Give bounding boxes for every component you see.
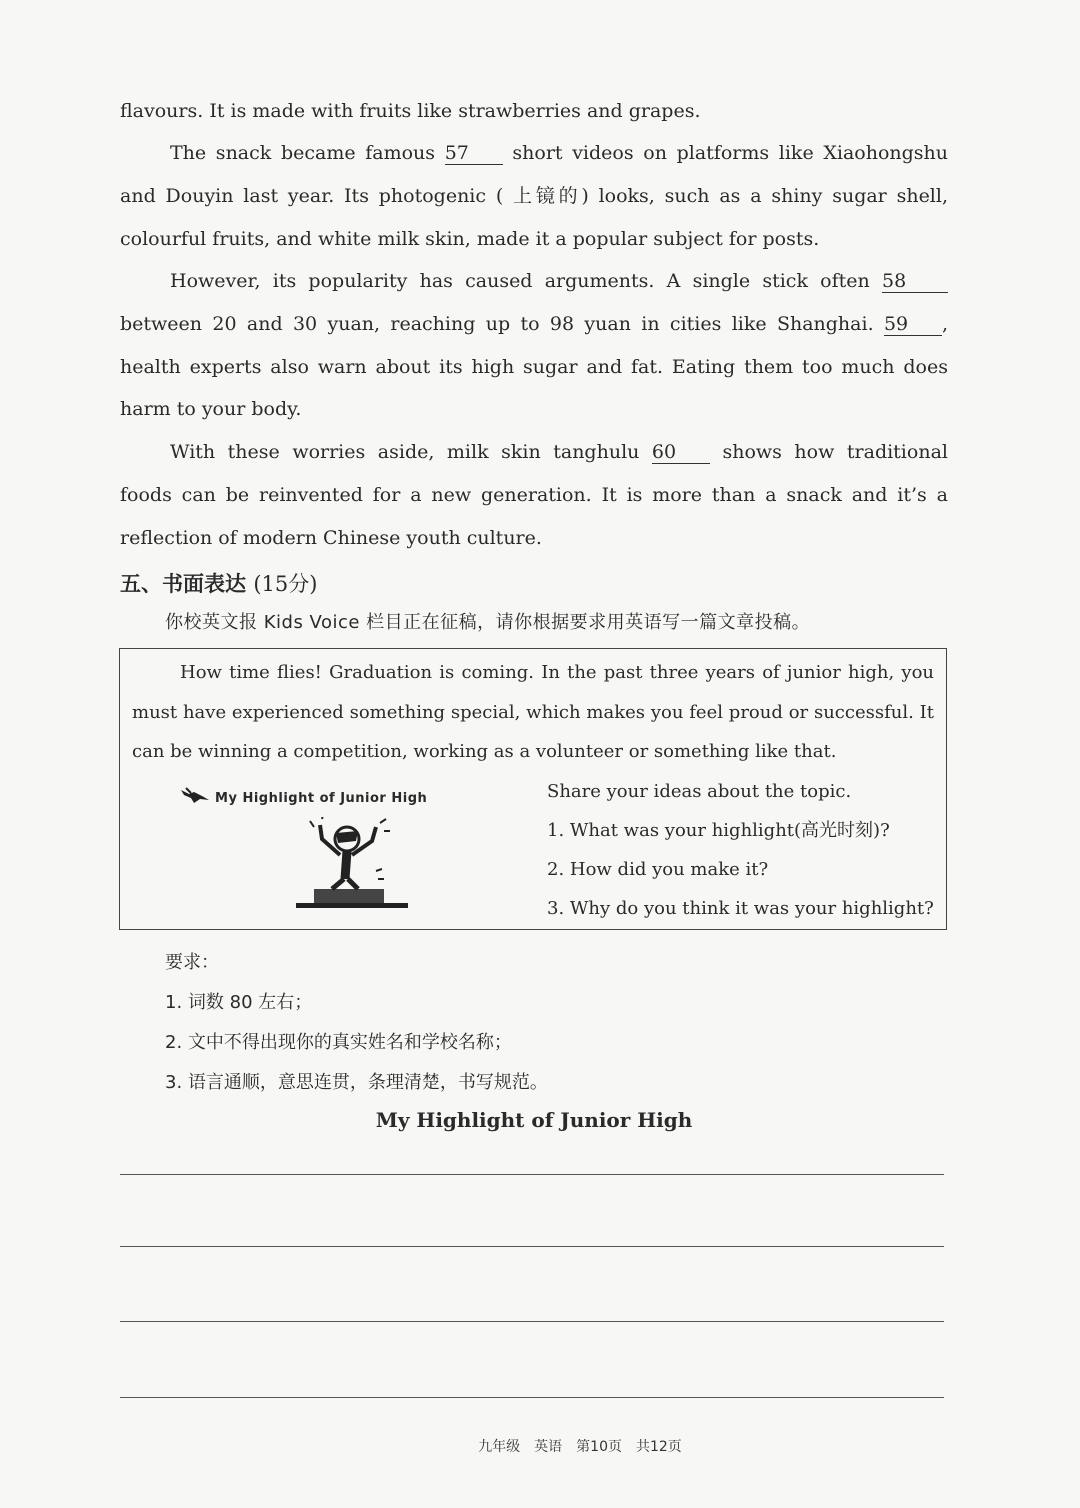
passage-line: With these worries aside, milk skin tanghulu 60 shows how traditional	[170, 441, 948, 463]
writing-line[interactable]	[120, 1397, 944, 1398]
essay-title: My Highlight of Junior High	[375, 1108, 693, 1132]
question-1: 1. What was your highlight(高光时刻)?	[547, 820, 890, 841]
passage-line: and Douyin last year. Its photogenic ( 上镜的) looks, such as a shiny sugar shell,	[120, 185, 948, 207]
question-3: 3. Why do you think it was your highlight?	[547, 898, 934, 919]
blank-59[interactable]: 59	[884, 313, 942, 336]
writing-line[interactable]	[120, 1321, 944, 1322]
writing-line[interactable]	[120, 1174, 944, 1175]
requirement-3: 3. 语言通顺，意思连贯，条理清楚，书写规范。	[165, 1072, 548, 1093]
blank-60[interactable]: 60	[652, 441, 710, 464]
requirement-1: 1. 词数 80 左右；	[165, 992, 313, 1013]
passage-line: foods can be reinvented for a new generation. It is more than a snack and it’s a	[120, 484, 948, 506]
writing-line[interactable]	[120, 1246, 944, 1247]
blank-57[interactable]: 57	[445, 142, 503, 165]
passage-line: flavours. It is made with fruits like strawberries and grapes.	[120, 100, 701, 122]
share-prompt: Share your ideas about the topic.	[547, 781, 852, 802]
section-title: 五、书面表达 (15分)	[120, 572, 318, 596]
passage-line: The snack became famous 57 short videos on platforms like Xiaohongshu	[170, 142, 949, 164]
prompt-box	[119, 648, 947, 930]
section-score: (15分)	[253, 572, 318, 596]
requirement-2: 2. 文中不得出现你的真实姓名和学校名称；	[165, 1032, 512, 1053]
prompt-line: must have experienced something special, which makes you feel proud or successful. It	[132, 702, 934, 723]
passage-line: reflection of modern Chinese youth culture.	[120, 527, 542, 549]
passage-line: However, its popularity has caused arguments. A single stick often 58	[120, 269, 948, 293]
passage-line: health experts also warn about its high sugar and fat. Eating them too much does	[120, 356, 948, 378]
requirements-heading: 要求：	[165, 952, 219, 973]
passage-line: colourful fruits, and white milk skin, made it a popular subject for posts.	[120, 228, 820, 250]
passage-line: harm to your body.	[120, 398, 302, 420]
picture-title: My Highlight of Junior High	[180, 787, 427, 806]
prompt-line: How time flies! Graduation is coming. In the past three years of junior high, you	[180, 662, 934, 683]
writing-instruction: 你校英文报 Kids Voice 栏目正在征稿，请你根据要求用英语写一篇文章投稿。	[165, 612, 811, 633]
prompt-line: can be winning a competition, working as a volunteer or something like that.	[132, 741, 837, 762]
blank-58[interactable]: 58	[882, 270, 948, 293]
flying-bird-icon	[180, 787, 210, 805]
page-footer: 九年级 英语 第10页 共12页	[478, 1439, 682, 1455]
celebrating-student-illustration	[292, 817, 412, 913]
question-2: 2. How did you make it?	[547, 859, 769, 880]
passage-line: between 20 and 30 yuan, reaching up to 98 yuan in cities like Shanghai. 59 ,	[120, 313, 948, 335]
